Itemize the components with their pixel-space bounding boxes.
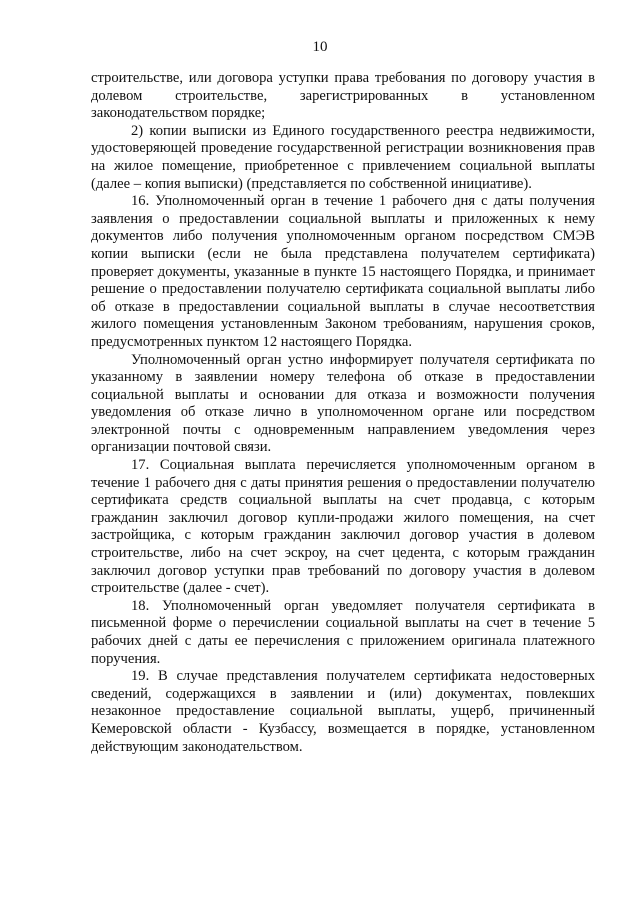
paragraph-section-16-notice: Уполномоченный орган устно информирует получателя сертификата по указанному в заявлении номеру телефона об отказе в предоставлении социальной выплаты и основании для отказа и возможности получения уведомления об отказе лично в уполномоченном органе или посредством электронной почты с одновременным направлением уведомления через организации почтовой связи. (91, 351, 595, 456)
page-number: 10 (312, 39, 328, 55)
paragraph-section-17: 17. Социальная выплата перечисляется уполномоченным органом в течение 1 рабочего дня с даты принятия решения о предоставлении получателю сертификата средств социальной выплаты на счет продавца, с которым гражданин заключил договор купли-продажи жилого помещения, на счет застройщика, с которым гражданин заключил договор участия в долевом строительстве, либо на счет эскроу, на счет цедента, с которым гражданин заключил договор уступки прав требований по договору участия в долевом строительстве (далее - счет). (91, 457, 595, 597)
paragraph-item-2: 2) копии выписки из Единого государственного реестра недвижимости, удостоверяющей проведение государственной регистрации возникновения прав на жилое помещение, приобретенное с привлечением социальной выплаты (далее – копия выписки) (представляется по собственной инициативе). (91, 122, 595, 192)
document-body (91, 70, 595, 756)
paragraph-continuation: строительстве, или договора уступки права требования по договору участия в долевом строительстве, зарегистрированных в установленном законодательством порядке; (91, 70, 595, 122)
paragraph-section-16: 16. Уполномоченный орган в течение 1 рабочего дня с даты получения заявления о предоставлении социальной выплаты и приложенных к нему документов либо получения уполномоченным органом посредством СМЭВ копии выписки (если не была представлена получателем сертификата) проверяет документы, указанные в пункте 15 настоящего Порядка, и принимает решение о предоставлении получателю сертификата социальной выплаты либо об отказе в предоставлении социальной выплаты в случае несоответствия жилого помещения установленным Законом требованиям, нарушения сроков, предусмотренных пунктом 12 настоящего Порядка. (91, 193, 595, 350)
paragraph-section-18: 18. Уполномоченный орган уведомляет получателя сертификата в письменной форме о перечислении социальной выплаты на счет в течение 5 рабочих дней с даты ее перечисления с приложением оригинала платежного поручения. (91, 597, 595, 667)
paragraph-section-19: 19. В случае представления получателем сертификата недостоверных сведений, содержащихся в заявлении и (или) документах, повлекших незаконное предоставление социальной выплаты, ущерб, причиненный Кемеровской области - Кузбассу, возмещается в порядке, установленном действующим законодательством. (91, 668, 595, 755)
